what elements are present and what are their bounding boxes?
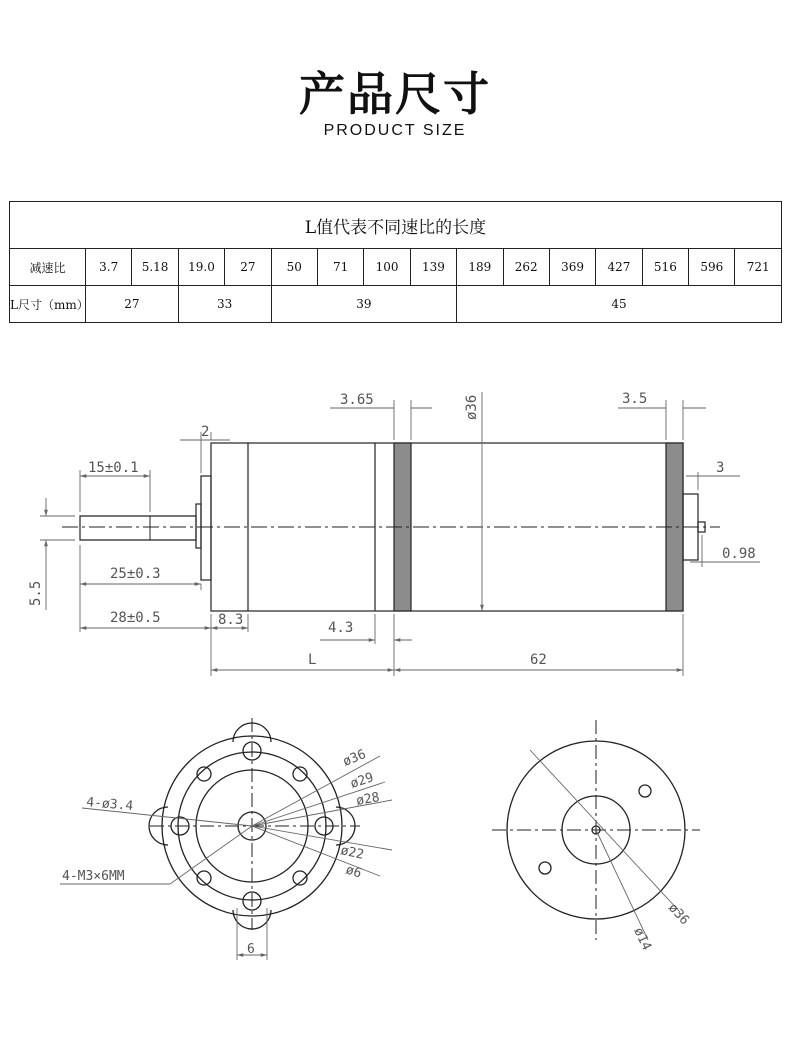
dim-holes: 4-ø3.4 bbox=[85, 795, 134, 815]
ratio-cell: 721 bbox=[735, 249, 782, 286]
dim-4-3: 4.3 bbox=[328, 620, 354, 636]
ratio-cell: 596 bbox=[689, 249, 735, 286]
ratio-cell: 139 bbox=[410, 249, 456, 286]
ratio-cell: 189 bbox=[457, 249, 503, 286]
dim-62: 62 bbox=[530, 652, 547, 668]
dim-d29: ø29 bbox=[348, 770, 376, 792]
length-label: L尺寸（mm） bbox=[10, 286, 86, 323]
dim-L: L bbox=[308, 652, 317, 668]
ratio-cell: 19.0 bbox=[178, 249, 224, 286]
ratio-cell: 3.7 bbox=[86, 249, 132, 286]
ratio-cell: 50 bbox=[271, 249, 317, 286]
dim-threads: 4-M3×6MM bbox=[62, 869, 125, 884]
ratio-cell: 516 bbox=[642, 249, 688, 286]
rear-dimension-labels bbox=[630, 901, 692, 953]
ratio-cell: 5.18 bbox=[132, 249, 178, 286]
length-cell: 45 bbox=[457, 286, 782, 323]
ratio-label: 减速比 bbox=[10, 249, 86, 286]
dim-3-65: 3.65 bbox=[340, 392, 374, 408]
length-cell: 27 bbox=[86, 286, 179, 323]
dim-d28: ø28 bbox=[355, 790, 381, 809]
dim-d36-rear: ø36 bbox=[665, 900, 692, 929]
ratio-cell: 71 bbox=[317, 249, 363, 286]
ratio-cell: 100 bbox=[364, 249, 410, 286]
dim-d36-side: ø36 bbox=[464, 394, 480, 420]
page-subtitle: PRODUCT SIZE bbox=[323, 122, 467, 139]
dim-0-98: 0.98 bbox=[722, 546, 756, 562]
dim-8-3: 8.3 bbox=[218, 612, 244, 628]
length-cell: 39 bbox=[271, 286, 457, 323]
front-boss bbox=[201, 476, 211, 580]
dim-2: 2 bbox=[201, 424, 210, 440]
side-dimension-labels bbox=[28, 391, 756, 668]
page-title: 产品尺寸 bbox=[299, 67, 491, 121]
table-heading: L值代表不同速比的长度 bbox=[10, 202, 782, 249]
dim-25: 25±0.3 bbox=[110, 566, 161, 582]
dim-3-5: 3.5 bbox=[622, 391, 648, 407]
dim-3: 3 bbox=[716, 460, 725, 476]
output-shaft bbox=[80, 516, 196, 540]
ratio-cell: 262 bbox=[503, 249, 549, 286]
length-cell: 33 bbox=[178, 286, 271, 323]
dim-d14: ø14 bbox=[630, 925, 654, 953]
rear-hole bbox=[539, 862, 551, 874]
dim-5-5: 5.5 bbox=[28, 580, 44, 606]
ratio-cell: 369 bbox=[549, 249, 595, 286]
dim-d6: ø6 bbox=[343, 862, 364, 882]
dim-28: 28±0.5 bbox=[110, 610, 161, 626]
dim-d22: ø22 bbox=[339, 843, 366, 863]
dim-d36-front: ø36 bbox=[340, 747, 369, 770]
rear-hole bbox=[639, 785, 651, 797]
dim-w6: 6 bbox=[247, 942, 255, 957]
ratio-cell: 27 bbox=[225, 249, 271, 286]
dim-15: 15±0.1 bbox=[88, 460, 139, 476]
ratio-cell: 427 bbox=[596, 249, 642, 286]
